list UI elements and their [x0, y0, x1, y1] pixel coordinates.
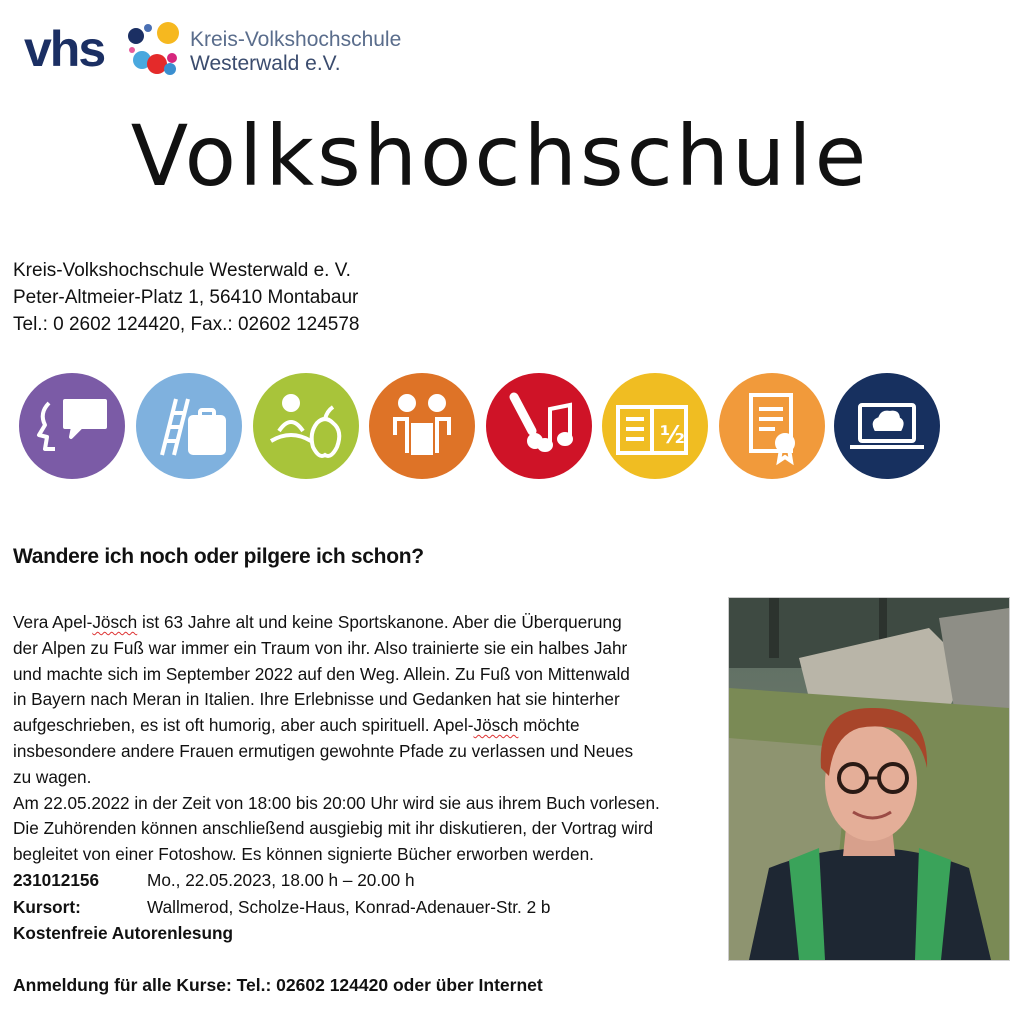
body-line: in Bayern nach Meran in Italien. Ihre Erlebnisse und Gedanken hat sie hinterher: [13, 689, 620, 710]
book-fraction-icon[interactable]: [602, 373, 708, 479]
address-line: Kreis-Volkshochschule Westerwald e. V.: [13, 260, 351, 281]
body-line: insbesondere andere Frauen ermutigen gewohnte Pfade zu verlassen und Neues: [13, 740, 634, 761]
article-heading: Wandere ich noch oder pilgere ich schon?: [13, 545, 424, 568]
course-location-row: [13, 897, 551, 918]
logo-org-line2: Westerwald e.V.: [190, 52, 341, 75]
body-line: der Alpen zu Fuß war immer ein Traum von ihr. Also trainierte sie ein halbes Jahr: [13, 637, 628, 658]
course-number: 231012156: [13, 870, 100, 890]
body-line: aufgeschrieben, es ist oft humorig, aber auch spirituell. Apel-Jösch möchte: [13, 715, 580, 736]
signup-note: Anmeldung für alle Kurse: Tel.: 02602 124420 oder über Internet: [13, 975, 543, 995]
course-date: Mo., 22.05.2023, 18.00 h – 20.00 h: [147, 870, 415, 890]
course-location: Wallmerod, Scholze-Haus, Konrad-Adenauer-Str. 2 b: [147, 897, 551, 917]
course-number-row: [13, 870, 415, 891]
body-line: Vera Apel-Jösch ist 63 Jahre alt und keine Sportskanone. Aber die Überquerung: [13, 612, 622, 632]
address-block: [13, 257, 360, 338]
course-fee-note: Kostenfreie Autorenlesung: [13, 923, 233, 943]
speech-bubble-icon[interactable]: [19, 373, 125, 479]
meditation-apple-icon[interactable]: [253, 373, 359, 479]
body-line: Am 22.05.2022 in der Zeit von 18:00 bis 20:00 Uhr wird sie aus ihrem Buch vorlesen.: [13, 792, 660, 813]
logo-org-line1: Kreis-Volkshochschule: [190, 28, 402, 51]
body-line: zu wagen.: [13, 766, 92, 787]
course-fee-row: [13, 923, 233, 944]
body-line: und machte sich im September 2022 auf den Weg. Allein. Zu Fuß von Mittenwald: [13, 663, 630, 684]
page-title: Volkshochschule: [130, 107, 870, 205]
article-body: [13, 610, 743, 868]
address-line: Tel.: 0 2602 124420, Fax.: 02602 124578: [13, 314, 360, 335]
logo-dots-icon: [124, 20, 190, 80]
course-location-label: Kursort:: [13, 897, 81, 917]
svg-text:½: ½: [660, 421, 685, 449]
laptop-cloud-icon[interactable]: [834, 373, 940, 479]
body-line: Die Zuhörenden können anschließend ausgiebig mit ihr diskutieren, der Vortrag wird: [13, 818, 654, 839]
ladder-briefcase-icon[interactable]: [136, 373, 242, 479]
vhs-logo: [24, 20, 444, 82]
body-line: begleitet von einer Fotoshow. Es können signierte Bücher erworben werden.: [13, 844, 594, 865]
author-photo: [728, 597, 1010, 961]
certificate-icon[interactable]: [719, 373, 825, 479]
address-line: Peter-Altmeier-Platz 1, 56410 Montabaur: [13, 287, 359, 308]
people-discussion-icon[interactable]: [369, 373, 475, 479]
logo-wordmark: vhs: [24, 21, 105, 77]
paintbrush-music-icon[interactable]: [486, 373, 592, 479]
